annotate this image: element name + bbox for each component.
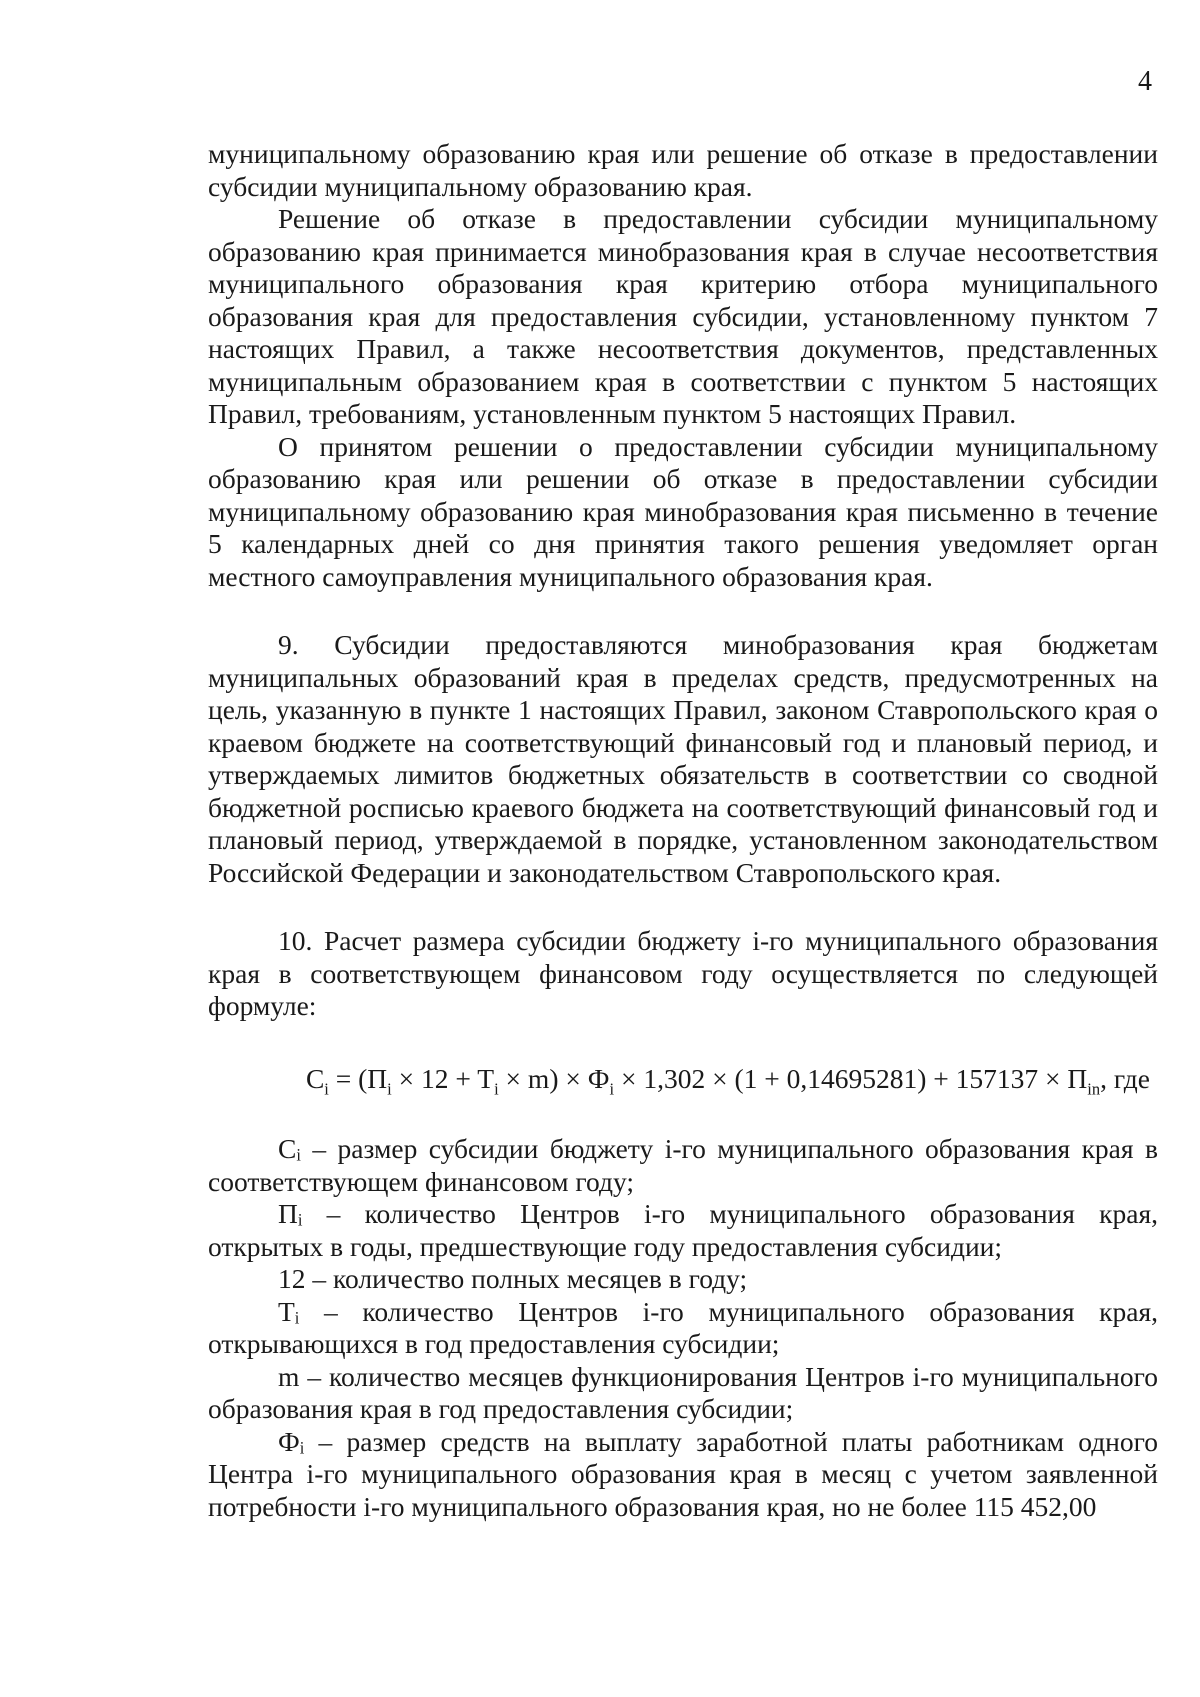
document-body xyxy=(208,138,1158,1523)
formula-part5: , где xyxy=(1100,1062,1150,1094)
formula-part3: × m) × Ф xyxy=(498,1062,610,1094)
definition-fi: Фᵢ – размер средств на выплату заработной платы работникам одного Центра i-го муниципального образования края в месяц с учетом заявленной потребности i-го муниципального образования края, но не более 115 452,00 xyxy=(208,1425,1158,1522)
page-number: 4 xyxy=(1138,66,1152,97)
subsidy-formula xyxy=(208,1063,1158,1096)
formula-part1: = (П xyxy=(328,1062,388,1094)
definition-m: m – количество месяцев функционирования Центров i-го муниципального образования края в год предоставления субсидии; xyxy=(208,1360,1158,1424)
paragraph-item-10: 10. Расчет размера субсидии бюджету i-го муниципального образования края в соответствующем финансовом году осуществляется по следующей формуле: xyxy=(208,925,1158,1021)
definition-12: 12 – количество полных месяцев в году; xyxy=(278,1263,748,1294)
formula-pin-sub: in xyxy=(1087,1079,1101,1098)
definition-ci: Cᵢ – размер субсидии бюджету i-го муниципального образования края в соответствующем финансовом году; xyxy=(208,1133,1158,1197)
formula-f-sub: i xyxy=(609,1079,615,1098)
definition-pi: Пᵢ – количество Центров i-го муниципального образования края, открытых в годы, предшествующие году предоставления субсидии; xyxy=(208,1198,1158,1262)
formula-t-sub: i xyxy=(494,1079,499,1098)
formula-c: C xyxy=(305,1062,325,1094)
paragraph-notification: О принятом решении о предоставлении субсидии муниципальному образованию края или решении об отказе в предоставлении субсидии муниципальному образованию края минобразования края письменно в течение 5 календарных дней со дня принятия такого решения уведомляет орган местного самоуправления муниципального образования края. xyxy=(208,430,1158,592)
formula-part2: × 12 + T xyxy=(391,1062,495,1094)
formula-p-sub: i xyxy=(387,1079,392,1098)
paragraph-item-9: 9. Субсидии предоставляются минобразования края бюджетам муниципальных образований края в пределах средств, предусмотренных на цель, указанную в пункте 1 настоящих Правил, законом Ставропольского края о краевом бюджете на соответствующий финансовый год и плановый период, и утверждаемых лимитов бюджетных обязательств в соответствии со сводной бюджетной росписью краевого бюджета на соответствующий финансовый год и плановый период, утверждаемой в порядке, установленном законодательством Российской Федерации и законодательством Ставропольского края. xyxy=(208,629,1158,888)
paragraph-refusal-decision: Решение об отказе в предоставлении субсидии муниципальному образованию края принимается минобразования края в случае несоответствия муниципального образования края критерию отбора муниципального образования края для предоставления субсидии, установленному пунктом 7 настоящих Правил, а также несоответствия документов, представленных муниципальным образованием края в соответствии с пунктом 5 настоящих Правил, требованиям, установленным пунктом 5 настоящих Правил. xyxy=(208,203,1158,429)
paragraph-continuation: муниципальному образованию края или решение об отказе в предоставлении субсидии муниципальному образованию края. xyxy=(208,138,1158,202)
formula-c-sub: i xyxy=(324,1079,329,1098)
definition-ti: Tᵢ – количество Центров i-го муниципального образования края, открывающихся в год предоставления субсидии; xyxy=(208,1295,1158,1359)
formula-part4: × 1,302 × (1 + 0,14695281) + 157137 × П xyxy=(614,1062,1088,1094)
